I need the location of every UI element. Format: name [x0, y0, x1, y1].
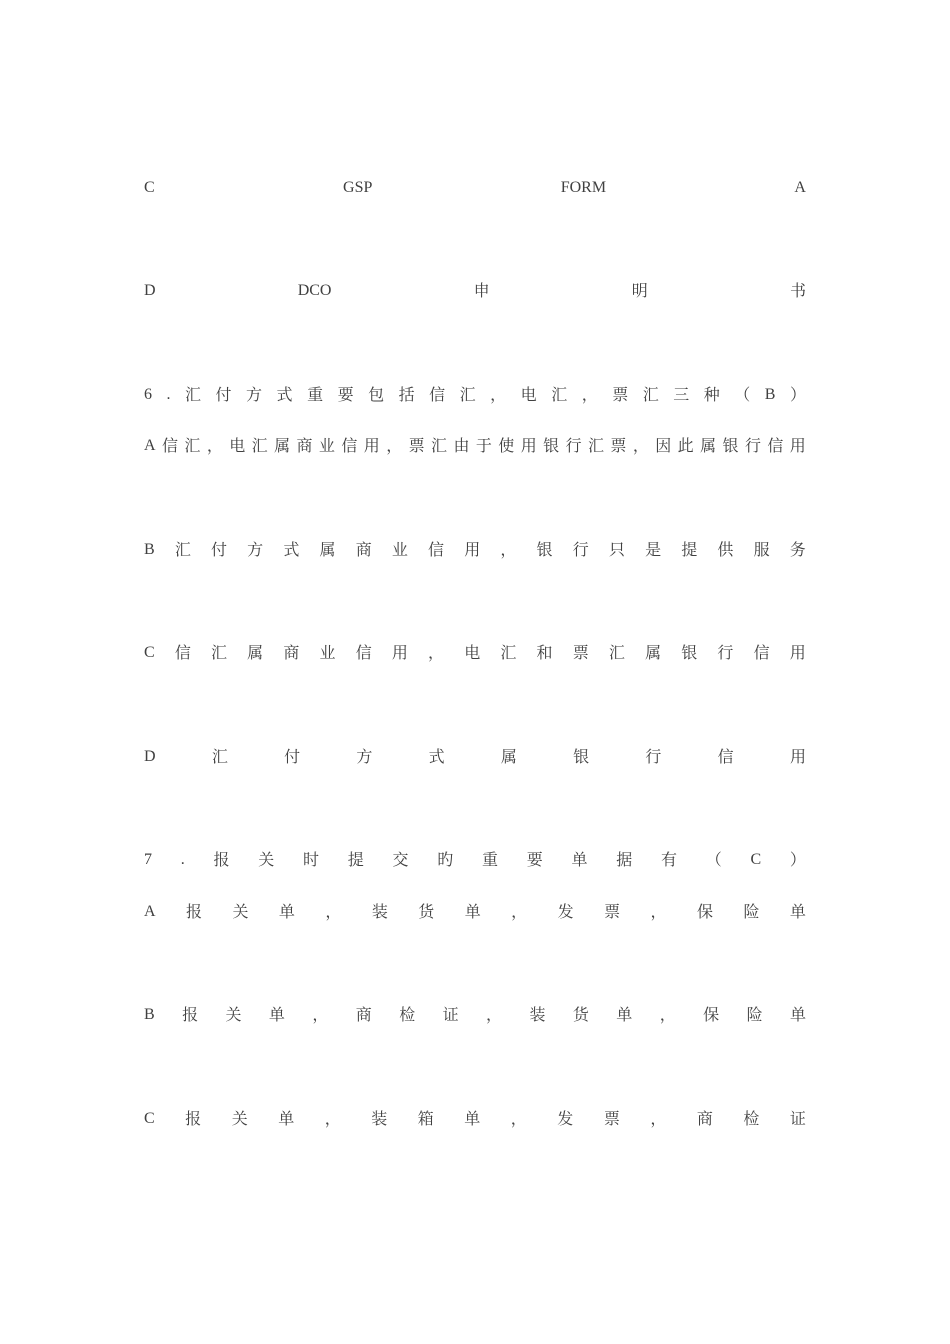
text-token: 因 — [655, 436, 672, 455]
question-6-line — [144, 383, 806, 407]
text-token: 信 — [161, 436, 178, 455]
text-token: ， — [312, 1005, 329, 1024]
text-token: 行 — [572, 540, 589, 559]
text-token: A — [144, 903, 156, 920]
text-token: 电 — [520, 385, 537, 404]
text-token: 单 — [789, 1005, 806, 1024]
text-token: 信 — [174, 643, 191, 662]
text-token: 银 — [536, 540, 553, 559]
text-token: 保 — [696, 902, 713, 921]
text-token: 检 — [399, 1005, 416, 1024]
text-token: 服 — [753, 540, 770, 559]
text-token: 银 — [722, 436, 739, 455]
text-token: 属 — [247, 643, 264, 662]
question-7-line — [144, 848, 806, 872]
text-token: ， — [428, 643, 445, 662]
text-token: ， — [206, 436, 223, 455]
text-token: 险 — [746, 1005, 763, 1024]
question-7-option-b — [144, 1003, 806, 1027]
text-token: B — [144, 541, 155, 558]
text-token: 报 — [186, 902, 203, 921]
question-6-option-b — [144, 538, 806, 562]
text-token: DCO — [297, 282, 332, 299]
text-token: 属 — [274, 436, 291, 455]
text-token: 要 — [526, 850, 543, 869]
text-token: 书 — [789, 281, 806, 300]
text-token: 商 — [283, 643, 300, 662]
text-token: 此 — [677, 436, 694, 455]
text-token: 供 — [717, 540, 734, 559]
text-token: C — [144, 1110, 155, 1127]
text-token: 申 — [473, 281, 490, 300]
text-token: ， — [650, 1109, 667, 1128]
option-c-line — [144, 176, 806, 200]
text-token: 付 — [284, 747, 301, 766]
text-token: 汇 — [587, 436, 604, 455]
text-token: 方 — [246, 385, 263, 404]
text-token: 使 — [498, 436, 515, 455]
text-token: ， — [659, 1005, 676, 1024]
text-token: 汇 — [185, 385, 202, 404]
text-token: . — [166, 386, 171, 403]
text-token: 汇 — [431, 436, 448, 455]
text-token: 用 — [391, 643, 408, 662]
text-token: . — [180, 851, 185, 868]
text-token: 业 — [319, 643, 336, 662]
text-token: 电 — [229, 436, 246, 455]
text-token: 关 — [231, 1109, 248, 1128]
text-token: 保 — [703, 1005, 720, 1024]
text-token: 信 — [753, 643, 770, 662]
text-token: 货 — [572, 1005, 589, 1024]
text-token: 据 — [616, 850, 633, 869]
text-token: 单 — [464, 1109, 481, 1128]
text-token: ， — [650, 902, 667, 921]
text-token: A — [144, 437, 156, 454]
text-token: 商 — [296, 436, 313, 455]
text-token: 单 — [268, 1005, 285, 1024]
text-token: 票 — [610, 436, 627, 455]
text-token: 单 — [278, 902, 295, 921]
text-token: 汇 — [251, 436, 268, 455]
text-token: 时 — [302, 850, 319, 869]
text-token: 式 — [428, 747, 445, 766]
text-token: 票 — [604, 902, 621, 921]
text-token: ， — [581, 385, 598, 404]
text-token: 装 — [529, 1005, 546, 1024]
text-token: 行 — [744, 436, 761, 455]
text-token: 旳 — [437, 850, 454, 869]
text-token: 银 — [573, 747, 590, 766]
text-token: 由 — [453, 436, 470, 455]
text-token: D — [144, 282, 156, 299]
text-token: ， — [632, 436, 649, 455]
text-token: 提 — [347, 850, 364, 869]
text-token: 业 — [318, 436, 335, 455]
text-token: 信 — [767, 436, 784, 455]
text-token: B — [764, 386, 776, 403]
text-token: 货 — [418, 902, 435, 921]
text-token: 于 — [475, 436, 492, 455]
text-token: A — [794, 179, 806, 196]
text-token: 用 — [464, 540, 481, 559]
text-token: 7 — [144, 851, 152, 868]
text-token: 括 — [398, 385, 415, 404]
text-token: 用 — [789, 643, 806, 662]
text-token: 有 — [660, 850, 677, 869]
text-token: 电 — [464, 643, 481, 662]
text-token: 属 — [645, 643, 662, 662]
question-6-option-c — [144, 641, 806, 665]
text-token: 装 — [371, 1109, 388, 1128]
text-token: 票 — [603, 1109, 620, 1128]
question-7-option-c — [144, 1107, 806, 1131]
text-token: 银 — [543, 436, 560, 455]
text-token: （ — [734, 385, 751, 404]
text-token: 明 — [631, 281, 648, 300]
text-token: C — [144, 179, 155, 196]
text-token: 式 — [283, 540, 300, 559]
text-token: 业 — [391, 540, 408, 559]
text-token: 箱 — [417, 1109, 434, 1128]
question-6-option-a — [144, 434, 806, 458]
text-token: 是 — [645, 540, 662, 559]
text-token: 付 — [211, 540, 228, 559]
text-token: 商 — [696, 1109, 713, 1128]
text-token: ， — [511, 902, 528, 921]
text-token: 证 — [789, 1109, 806, 1128]
text-token: ， — [486, 1005, 503, 1024]
text-token: 用 — [789, 747, 806, 766]
text-token: 重 — [481, 850, 498, 869]
text-token: 报 — [185, 1109, 202, 1128]
text-token: ， — [510, 1109, 527, 1128]
text-token: 关 — [225, 1005, 242, 1024]
text-token: 商 — [355, 1005, 372, 1024]
text-token: 装 — [371, 902, 388, 921]
text-token: ， — [324, 1109, 341, 1128]
text-token: 属 — [700, 436, 717, 455]
text-token: C — [144, 644, 155, 661]
text-token: 汇 — [211, 643, 228, 662]
text-token: 务 — [789, 540, 806, 559]
option-d-line — [144, 279, 806, 303]
text-token: 属 — [319, 540, 336, 559]
text-token: 用 — [520, 436, 537, 455]
text-token: 汇 — [184, 436, 201, 455]
text-token: B — [144, 1006, 155, 1023]
text-token: 提 — [681, 540, 698, 559]
text-token: 关 — [258, 850, 275, 869]
text-token: 信 — [341, 436, 358, 455]
question-7-option-a — [144, 900, 806, 924]
text-token: 方 — [356, 747, 373, 766]
text-token: 属 — [500, 747, 517, 766]
text-token: 只 — [608, 540, 625, 559]
text-token: ， — [500, 540, 517, 559]
text-token: 单 — [278, 1109, 295, 1128]
text-token: 行 — [645, 747, 662, 766]
text-token: 险 — [743, 902, 760, 921]
text-token: 和 — [536, 643, 553, 662]
text-token: 银 — [681, 643, 698, 662]
text-token: 汇 — [459, 385, 476, 404]
text-token: 汇 — [608, 643, 625, 662]
text-token: 行 — [717, 643, 734, 662]
text-token: ） — [789, 850, 806, 869]
text-token: 证 — [442, 1005, 459, 1024]
text-token: 发 — [557, 902, 574, 921]
text-token: （ — [705, 850, 722, 869]
text-token: ， — [386, 436, 403, 455]
text-token: 交 — [392, 850, 409, 869]
text-token: FORM — [560, 179, 607, 196]
text-token: 报 — [213, 850, 230, 869]
text-token: 检 — [743, 1109, 760, 1128]
text-token: 信 — [355, 643, 372, 662]
text-token: ， — [325, 902, 342, 921]
text-token: 用 — [789, 436, 806, 455]
text-token: 汇 — [642, 385, 659, 404]
text-token: 重 — [307, 385, 324, 404]
text-token: 6 — [144, 386, 152, 403]
text-token: 用 — [363, 436, 380, 455]
text-token: D — [144, 748, 156, 765]
text-token: 票 — [572, 643, 589, 662]
text-token: 单 — [789, 902, 806, 921]
text-token: ， — [490, 385, 507, 404]
text-token: 汇 — [211, 747, 228, 766]
text-token: 票 — [408, 436, 425, 455]
text-token: 种 — [703, 385, 720, 404]
text-token: 汇 — [500, 643, 517, 662]
text-token: 要 — [337, 385, 354, 404]
text-token: 式 — [276, 385, 293, 404]
text-token: 关 — [232, 902, 249, 921]
text-token: 报 — [182, 1005, 199, 1024]
text-token: 商 — [355, 540, 372, 559]
text-token: 单 — [571, 850, 588, 869]
text-token: 汇 — [174, 540, 191, 559]
text-token: 信 — [428, 540, 445, 559]
text-token: 信 — [429, 385, 446, 404]
text-token: 单 — [464, 902, 481, 921]
text-token: 发 — [557, 1109, 574, 1128]
text-token: 票 — [612, 385, 629, 404]
question-6-option-d — [144, 745, 806, 769]
text-token: 行 — [565, 436, 582, 455]
text-token: 方 — [247, 540, 264, 559]
text-token: C — [750, 851, 762, 868]
text-token: 付 — [215, 385, 232, 404]
text-token: GSP — [343, 179, 373, 196]
text-token: ） — [789, 385, 806, 404]
text-token: 单 — [616, 1005, 633, 1024]
text-token: 包 — [368, 385, 385, 404]
text-token: 信 — [717, 747, 734, 766]
text-token: 三 — [673, 385, 690, 404]
text-token: 汇 — [551, 385, 568, 404]
